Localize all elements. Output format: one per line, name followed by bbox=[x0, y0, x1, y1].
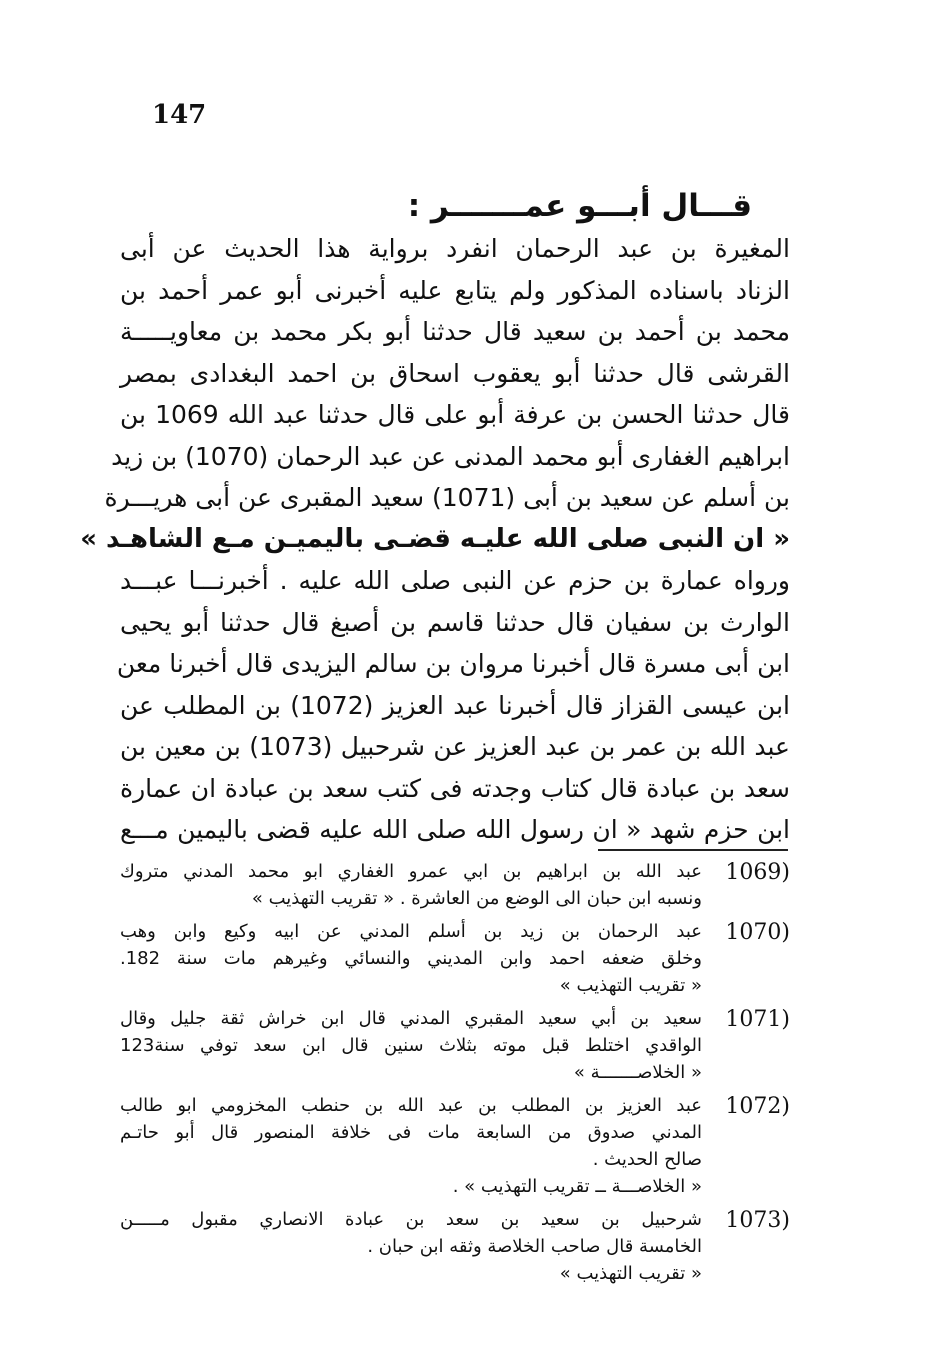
footnote bbox=[120, 858, 790, 912]
footnote-line: الخامسة قال صاحب الخلاصة وثقه ابن حبان . bbox=[367, 1236, 702, 1257]
footnote-number: 1069) bbox=[725, 860, 790, 885]
footnote-line: الواقدي اختلط قبل موته بثلاث سنين قال ابن سعد توفي سنة123 bbox=[120, 1035, 702, 1056]
text-line: « ان النبى صلى الله عليـه قضـى باليميـن مـع الشاهـد » bbox=[80, 523, 790, 554]
footnote-number: 1070) bbox=[725, 920, 790, 945]
text-line: بن أسلم عن سعيد بن أبى (1071) سعيد المقبرى عن أبى هريـــرة bbox=[104, 483, 790, 512]
footnote-line: عبد العزيز بن المطلب بن عبد الله بن حنطب المخزومي ابو طالب bbox=[120, 1095, 702, 1116]
footnote-line: عبد الله بن ابراهيم بن ابي عمرو الغفاري ابو محمد المدني متروك bbox=[120, 861, 702, 882]
text-line: قال حدثنا الحسن بن عرفة أبو على قال حدثنا عبد الله 1069 بن bbox=[120, 400, 790, 429]
footnotes bbox=[120, 858, 790, 1293]
footnote-separator bbox=[598, 849, 788, 851]
text-line: الزناد باسناده المذكور ولم يتابع عليه أخبرنى أبو عمر أحمد بن bbox=[120, 275, 790, 305]
footnote-line: « تقريب التهذيب » bbox=[559, 975, 702, 996]
footnote-number: 1072) bbox=[725, 1094, 790, 1119]
footnote-line: وخلق ضعفه احمد وابن المديني والنسائي وغيرهم مات سنة 182. bbox=[120, 948, 702, 969]
footnote bbox=[120, 1092, 790, 1200]
footnote-line: المدني صدوق من السابعة مات فى خلافة المنصور قال أبو حاتـم bbox=[120, 1122, 702, 1143]
footnote-line: « تقريب التهذيب » bbox=[559, 1263, 702, 1284]
text-line: ورواه عمارة بن حزم عن النبى صلى الله عليه . أخبرنـــا عبـــد bbox=[120, 566, 790, 595]
footnote-number: 1071) bbox=[725, 1007, 790, 1032]
footnote-line: « الخلاصـــــــة » bbox=[573, 1062, 702, 1083]
text-line: ابراهيم الغفارى أبو محمد المدنى عن عبد الرحمان (1070) بن زيد bbox=[111, 441, 790, 471]
footnote-line: سعيد بن أبي سعيد المقبري المدني قال ابن خراش ثقة جليل وقال bbox=[120, 1008, 702, 1029]
footnote-line: « الخلاصـــة ــ تقريب التهذيب » . bbox=[452, 1176, 702, 1197]
footnote-line: شرحبيل بن سعيد بن سعد بن عبادة الانصاري مقبول مـــــن bbox=[120, 1209, 702, 1230]
text-line: ابن حزم شهد « ان رسول الله صلى الله عليه قضى باليمين مـــع bbox=[120, 815, 790, 844]
text-line: القرشى قال حدثنا أبو يعقوب اسحاق بن احمد البغدادى بمصر bbox=[120, 358, 790, 388]
footnote-line: عبد الرحمان بن زيد بن أسلم المدني عن ابيه وكيع وابن وهب bbox=[120, 921, 702, 942]
footnote-line: صالح الحديث . bbox=[592, 1149, 702, 1170]
footnote bbox=[120, 1206, 790, 1287]
text-line: الوارث بن سفيان قال حدثنا قاسم بن أصبغ قال حدثنا أبو يحيى bbox=[120, 607, 790, 637]
text-line: سعد بن عبادة قال كتاب وجدته فى كتب سعد بن عبادة ان عمارة bbox=[120, 773, 790, 803]
section-heading: قـــال أبـــو عمـــــــر : bbox=[407, 188, 752, 224]
text-line: المغيرة بن عبد الرحمان انفرد برواية هذا الحديث عن أبى bbox=[120, 234, 790, 263]
footnote-line: ونسبه ابن حبان الى الوضع من العاشرة . « تقريب التهذيب » bbox=[251, 888, 702, 909]
text-line: ابن أبى مسرة قال أخبرنا مروان بن سالم اليزيدى قال أخبرنا معن bbox=[116, 649, 790, 678]
footnote-number: 1073) bbox=[725, 1208, 790, 1233]
footnote bbox=[120, 918, 790, 999]
page-number: 147 bbox=[152, 100, 207, 130]
text-line: محمد بن أحمد بن سعيد قال حدثنا أبو بكر محمد بن معاويـــــة bbox=[120, 317, 790, 346]
main-text bbox=[80, 228, 790, 851]
footnote bbox=[120, 1005, 790, 1086]
text-line: ابن عيسى القزاز قال أخبرنا عبد العزيز (1072) بن المطلب عن bbox=[120, 690, 790, 720]
text-line: عبد الله بن عمر بن عبد العزيز عن شرحبيل (1073) بن معين بن bbox=[120, 732, 790, 761]
